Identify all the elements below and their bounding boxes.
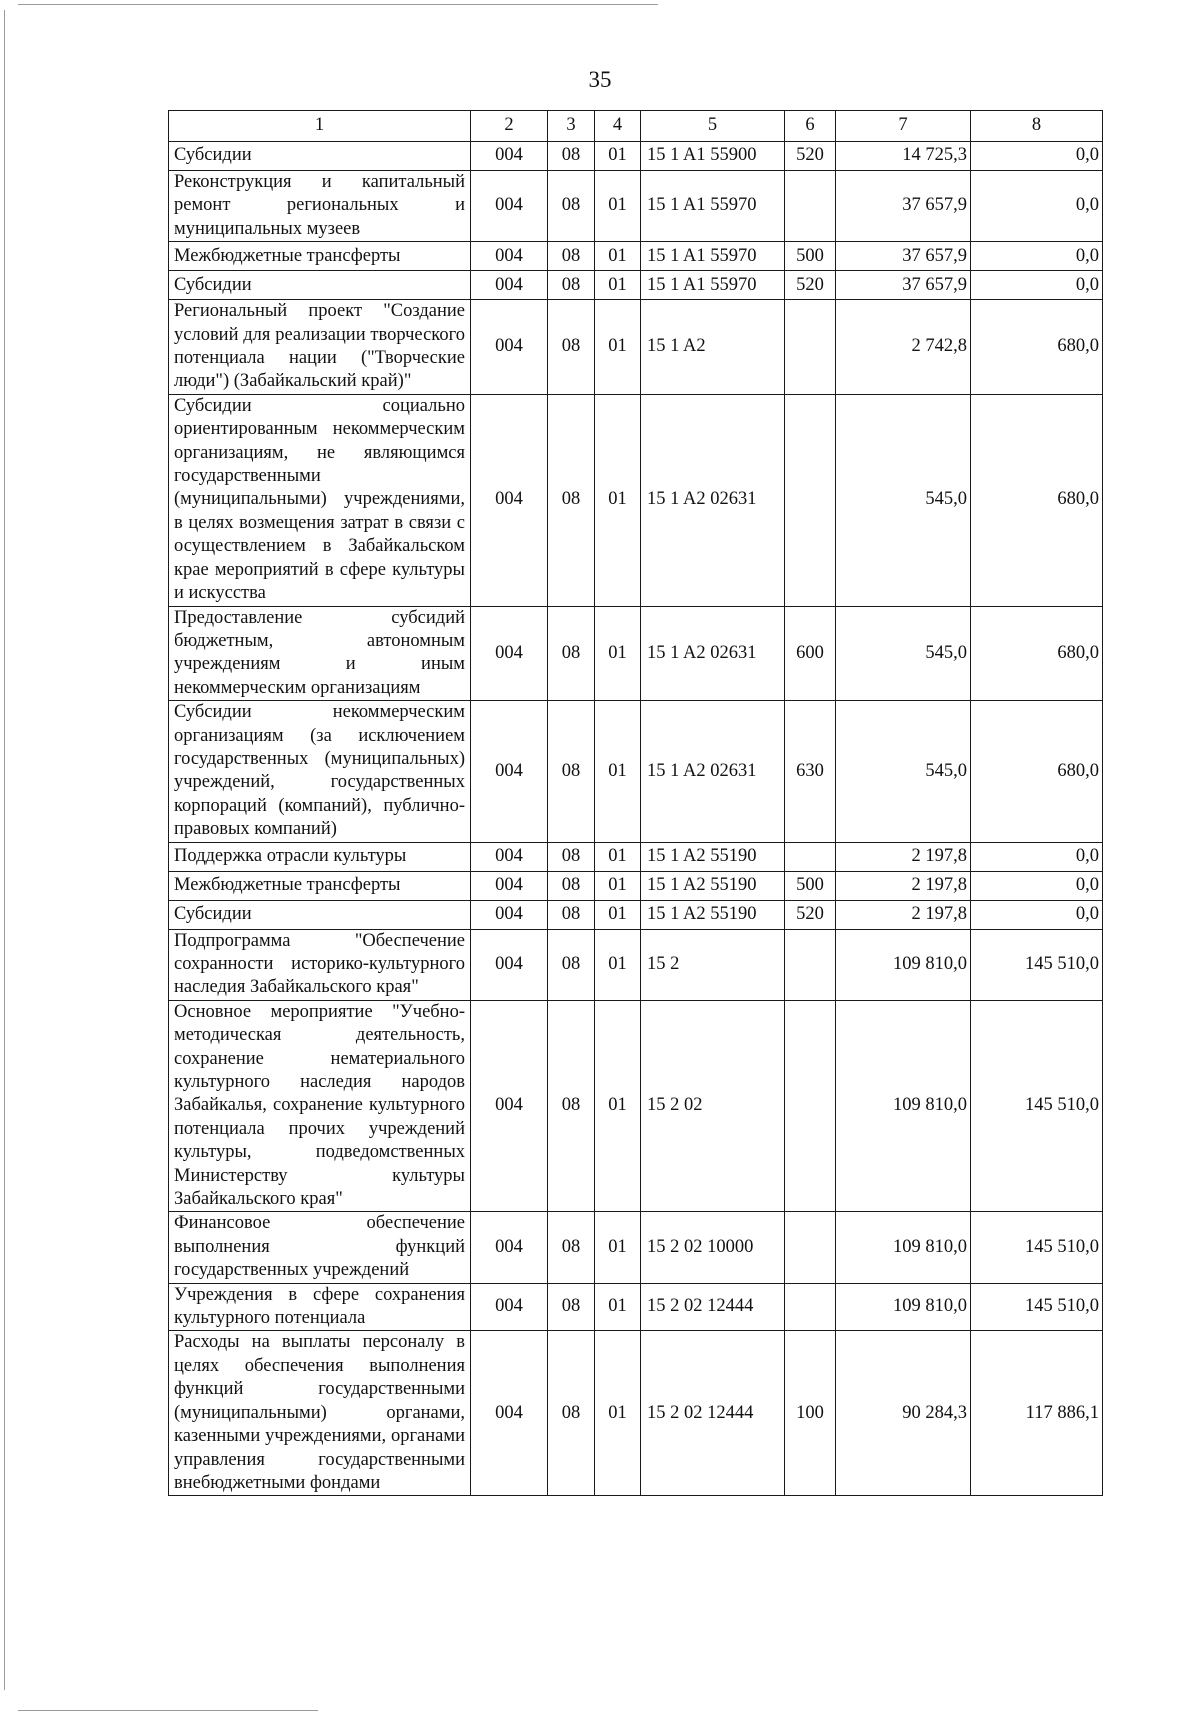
- table-row: [169, 929, 1103, 1000]
- table-row: [169, 300, 1103, 395]
- expense-type-code: [785, 394, 836, 606]
- expense-type-code: 500: [785, 242, 836, 271]
- budget-table: [168, 110, 1103, 1496]
- scan-edge-top: [18, 4, 658, 5]
- column-header: 4: [595, 111, 641, 142]
- target-article-code: 15 2 02 12444: [641, 1283, 785, 1331]
- amount-col8: 145 510,0: [971, 929, 1103, 1000]
- amount-col7: 2 197,8: [836, 842, 971, 871]
- table-row: [169, 1331, 1103, 1496]
- table-row: [169, 871, 1103, 900]
- subsection-code: 01: [595, 1331, 641, 1496]
- amount-col8: 0,0: [971, 871, 1103, 900]
- table-row: [169, 842, 1103, 871]
- table-row: [169, 606, 1103, 701]
- amount-col7: 109 810,0: [836, 1000, 971, 1212]
- table-row: [169, 1000, 1103, 1212]
- ministry-code: 004: [471, 701, 548, 842]
- subsection-code: 01: [595, 701, 641, 842]
- target-article-code: 15 1 A2 02631: [641, 701, 785, 842]
- expense-type-code: [785, 929, 836, 1000]
- section-code: 08: [548, 701, 595, 842]
- section-code: 08: [548, 1000, 595, 1212]
- row-name: Межбюджетные трансферты: [169, 871, 471, 900]
- target-article-code: 15 1 A2 55190: [641, 900, 785, 929]
- expense-type-code: 100: [785, 1331, 836, 1496]
- amount-col7: 109 810,0: [836, 929, 971, 1000]
- amount-col8: 145 510,0: [971, 1283, 1103, 1331]
- amount-col7: 2 197,8: [836, 900, 971, 929]
- row-name: Субсидии некоммерческим организациям (за исключением государственных (муниципальных) учреждений, государственных корпораций (компаний), публично-правовых компаний): [169, 701, 471, 842]
- row-name: Региональный проект "Создание условий для реализации творческого потенциала нации ("Творческие люди") (Забайкальский край)": [169, 300, 471, 395]
- target-article-code: 15 1 A2 02631: [641, 394, 785, 606]
- target-article-code: 15 1 A2 55190: [641, 842, 785, 871]
- column-header: 1: [169, 111, 471, 142]
- target-article-code: 15 2 02 12444: [641, 1331, 785, 1496]
- section-code: 08: [548, 171, 595, 242]
- section-code: 08: [548, 900, 595, 929]
- column-header: 8: [971, 111, 1103, 142]
- amount-col7: 37 657,9: [836, 271, 971, 300]
- amount-col8: 0,0: [971, 842, 1103, 871]
- scan-edge-bottom: [18, 1710, 318, 1711]
- column-header: 3: [548, 111, 595, 142]
- row-name: Реконструкция и капитальный ремонт региональных и муниципальных музеев: [169, 171, 471, 242]
- ministry-code: 004: [471, 271, 548, 300]
- row-name: Субсидии: [169, 900, 471, 929]
- amount-col8: 0,0: [971, 171, 1103, 242]
- amount-col7: 545,0: [836, 394, 971, 606]
- column-header: 6: [785, 111, 836, 142]
- row-name: Подпрограмма "Обеспечение сохранности историко-культурного наследия Забайкальского края": [169, 929, 471, 1000]
- section-code: 08: [548, 142, 595, 171]
- section-code: 08: [548, 929, 595, 1000]
- ministry-code: 004: [471, 1212, 548, 1283]
- section-code: 08: [548, 871, 595, 900]
- amount-col8: 117 886,1: [971, 1331, 1103, 1496]
- table-row: [169, 242, 1103, 271]
- table-row: [169, 394, 1103, 606]
- target-article-code: 15 1 A1 55970: [641, 242, 785, 271]
- expense-type-code: 520: [785, 900, 836, 929]
- subsection-code: 01: [595, 394, 641, 606]
- ministry-code: 004: [471, 300, 548, 395]
- amount-col7: 37 657,9: [836, 171, 971, 242]
- column-header: 5: [641, 111, 785, 142]
- section-code: 08: [548, 394, 595, 606]
- row-name: Субсидии: [169, 142, 471, 171]
- amount-col8: 145 510,0: [971, 1212, 1103, 1283]
- subsection-code: 01: [595, 142, 641, 171]
- section-code: 08: [548, 606, 595, 701]
- row-name: Субсидии социально ориентированным некоммерческим организациям, не являющимся государственными (муниципальными) учреждениями, в целях возмещения затрат в связи с осуществлением в Забайкальском крае мероприятий в сфере культуры и искусства: [169, 394, 471, 606]
- subsection-code: 01: [595, 1212, 641, 1283]
- table-row: [169, 271, 1103, 300]
- amount-col8: 145 510,0: [971, 1000, 1103, 1212]
- section-code: 08: [548, 242, 595, 271]
- ministry-code: 004: [471, 1331, 548, 1496]
- amount-col7: 37 657,9: [836, 242, 971, 271]
- row-name: Финансовое обеспечение выполнения функций государственных учреждений: [169, 1212, 471, 1283]
- table-row: [169, 900, 1103, 929]
- amount-col8: 0,0: [971, 900, 1103, 929]
- expense-type-code: 500: [785, 871, 836, 900]
- amount-col7: 545,0: [836, 701, 971, 842]
- page-number: 35: [588, 67, 612, 92]
- row-name: Расходы на выплаты персоналу в целях обеспечения выполнения функций государственными (муниципальными) органами, казенными учреждениями, органами управления государственными внебюджетными фондами: [169, 1331, 471, 1496]
- amount-col8: 680,0: [971, 701, 1103, 842]
- table-row: [169, 1283, 1103, 1331]
- expense-type-code: [785, 1283, 836, 1331]
- section-code: 08: [548, 1283, 595, 1331]
- table-row: [169, 171, 1103, 242]
- expense-type-code: [785, 1000, 836, 1212]
- target-article-code: 15 1 A1 55970: [641, 271, 785, 300]
- expense-type-code: [785, 1212, 836, 1283]
- expense-type-code: [785, 171, 836, 242]
- section-code: 08: [548, 271, 595, 300]
- target-article-code: 15 2 02: [641, 1000, 785, 1212]
- subsection-code: 01: [595, 842, 641, 871]
- header-row: [169, 111, 1103, 142]
- amount-col7: 2 742,8: [836, 300, 971, 395]
- target-article-code: 15 1 A2 02631: [641, 606, 785, 701]
- section-code: 08: [548, 1331, 595, 1496]
- subsection-code: 01: [595, 900, 641, 929]
- section-code: 08: [548, 1212, 595, 1283]
- target-article-code: 15 2 02 10000: [641, 1212, 785, 1283]
- ministry-code: 004: [471, 242, 548, 271]
- ministry-code: 004: [471, 394, 548, 606]
- ministry-code: 004: [471, 900, 548, 929]
- ministry-code: 004: [471, 929, 548, 1000]
- subsection-code: 01: [595, 1000, 641, 1212]
- ministry-code: 004: [471, 171, 548, 242]
- amount-col8: 680,0: [971, 606, 1103, 701]
- amount-col8: 680,0: [971, 394, 1103, 606]
- amount-col8: 0,0: [971, 271, 1103, 300]
- ministry-code: 004: [471, 142, 548, 171]
- section-code: 08: [548, 842, 595, 871]
- scan-edge-left: [4, 10, 5, 1690]
- subsection-code: 01: [595, 271, 641, 300]
- section-code: 08: [548, 300, 595, 395]
- row-name: Поддержка отрасли культуры: [169, 842, 471, 871]
- ministry-code: 004: [471, 842, 548, 871]
- amount-col8: 0,0: [971, 142, 1103, 171]
- expense-type-code: [785, 300, 836, 395]
- ministry-code: 004: [471, 871, 548, 900]
- subsection-code: 01: [595, 929, 641, 1000]
- subsection-code: 01: [595, 871, 641, 900]
- row-name: Предоставление субсидий бюджетным, автономным учреждениям и иным некоммерческим организациям: [169, 606, 471, 701]
- table-row: [169, 142, 1103, 171]
- ministry-code: 004: [471, 1283, 548, 1331]
- subsection-code: 01: [595, 171, 641, 242]
- row-name: Учреждения в сфере сохранения культурного потенциала: [169, 1283, 471, 1331]
- row-name: Субсидии: [169, 271, 471, 300]
- target-article-code: 15 1 A1 55900: [641, 142, 785, 171]
- column-header: 2: [471, 111, 548, 142]
- amount-col7: 2 197,8: [836, 871, 971, 900]
- table-row: [169, 701, 1103, 842]
- ministry-code: 004: [471, 606, 548, 701]
- amount-col8: 680,0: [971, 300, 1103, 395]
- row-name: Основное мероприятие "Учебно-методическая деятельность, сохранение нематериального культурного наследия народов Забайкалья, сохранение культурного потенциала прочих учреждений культуры, подведомственных Министерству культуры Забайкальского края": [169, 1000, 471, 1212]
- amount-col7: 109 810,0: [836, 1212, 971, 1283]
- subsection-code: 01: [595, 606, 641, 701]
- amount-col7: 90 284,3: [836, 1331, 971, 1496]
- ministry-code: 004: [471, 1000, 548, 1212]
- subsection-code: 01: [595, 300, 641, 395]
- column-header: 7: [836, 111, 971, 142]
- table-row: [169, 1212, 1103, 1283]
- target-article-code: 15 1 A1 55970: [641, 171, 785, 242]
- expense-type-code: 520: [785, 271, 836, 300]
- expense-type-code: 630: [785, 701, 836, 842]
- amount-col8: 0,0: [971, 242, 1103, 271]
- amount-col7: 109 810,0: [836, 1283, 971, 1331]
- expense-type-code: [785, 842, 836, 871]
- expense-type-code: 520: [785, 142, 836, 171]
- row-name: Межбюджетные трансферты: [169, 242, 471, 271]
- target-article-code: 15 1 A2: [641, 300, 785, 395]
- amount-col7: 545,0: [836, 606, 971, 701]
- target-article-code: 15 1 A2 55190: [641, 871, 785, 900]
- amount-col7: 14 725,3: [836, 142, 971, 171]
- subsection-code: 01: [595, 1283, 641, 1331]
- expense-type-code: 600: [785, 606, 836, 701]
- target-article-code: 15 2: [641, 929, 785, 1000]
- subsection-code: 01: [595, 242, 641, 271]
